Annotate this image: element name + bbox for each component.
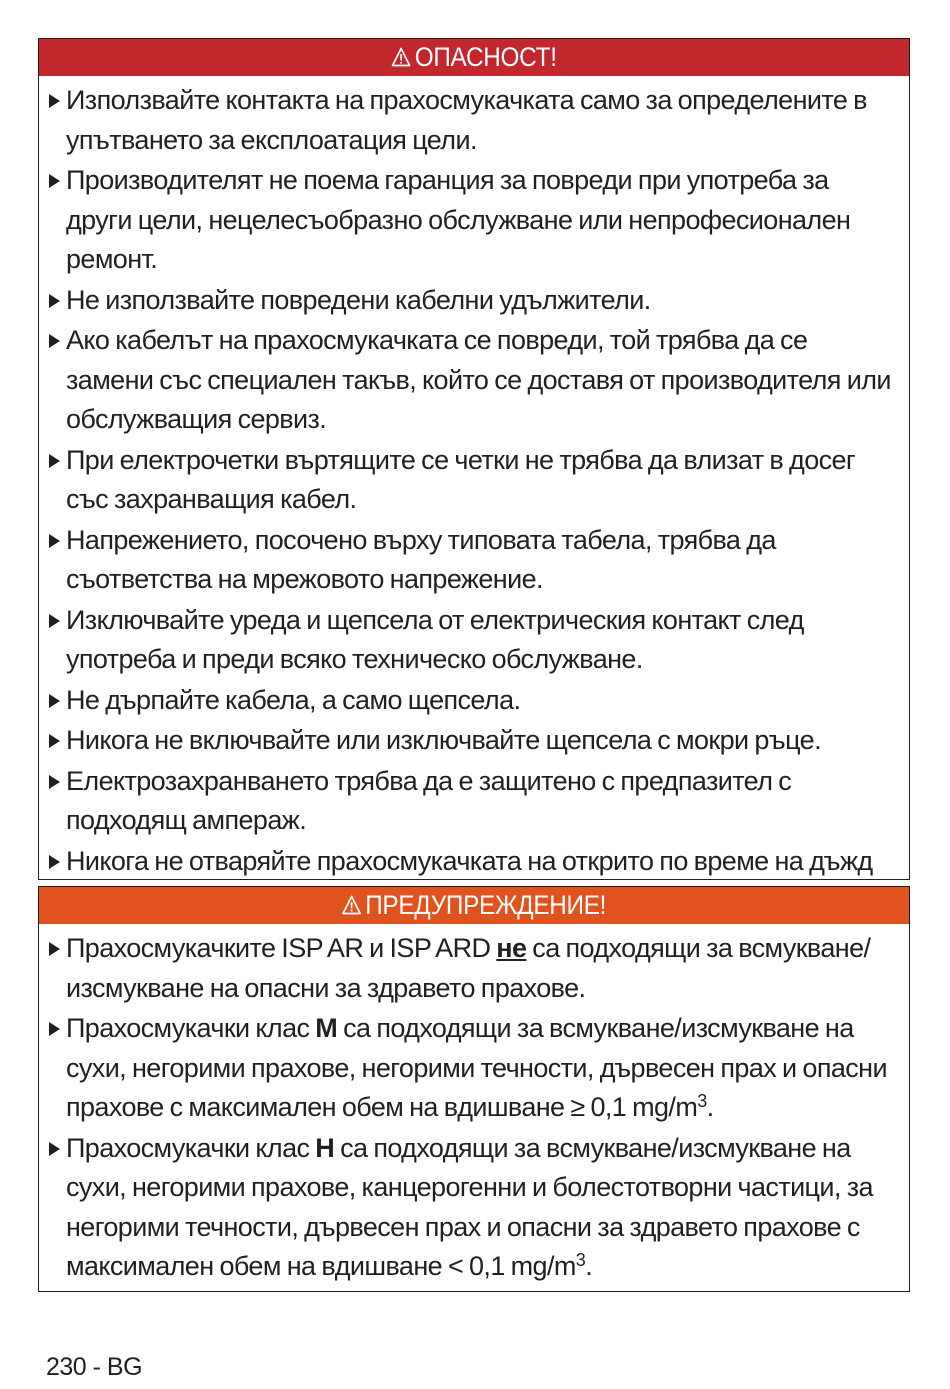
page-number: 230 - BG [46,1353,143,1381]
bullet-triangle-icon [49,174,60,188]
list-item: Прахосмукачките ISP AR и ISP ARD не са подходящи за всмукване/изсмукване на опасни за здравето прахове. [39,929,899,1008]
warning-triangle-icon [391,47,411,67]
list-item: Ако кабелът на прахосмукачката се повреди, той трябва да се замени със специален такъв, който се доставя от производителя или обслужващия сервиз. [39,321,899,440]
bullet-triangle-icon [49,942,60,956]
list-item: Прахосмукачки клас H са подходящи за всмукване/изсмукване на сухи, негорими прахове, канцерогенни и болестотворни частици, за негорими течности, дървесен прах и опасни за здравето прахове с максимален обем на вдишване < 0,1 $mg/m^3$. [39,1129,899,1287]
list-item: Никога не отваряйте прахосмукачката на открито по време на дъжд [39,842,899,921]
warning-triangle-icon [342,895,362,915]
list-item: Напрежението, посочено върху типовата табела, трябва да съответства на мрежовото напрежение. [39,521,899,600]
warning-header [39,887,909,924]
bullet-triangle-icon [49,454,60,468]
list-item: Не използвайте повредени кабелни удължители. [39,281,899,321]
bullet-triangle-icon [49,855,60,869]
bullet-triangle-icon [49,694,60,708]
list-item: Не дърпайте кабела, а само щепсела. [39,681,899,721]
class-label: H [315,1132,335,1163]
danger-header [39,39,909,76]
list-item: Никога не включвайте или изключвайте щепсела с мокри ръце. [39,721,899,761]
list-item: При електрочетки въртящите се четки не трябва да влизат в досег със захранващия кабел. [39,441,899,520]
list-item: Електрозахранването трябва да е защитено с предпазител с подходящ ампераж. [39,762,899,841]
danger-box [38,38,910,880]
danger-list [39,76,909,921]
warning-list [39,924,909,1287]
bullet-triangle-icon [49,294,60,308]
list-item: Използвайте контакта на прахосмукачката само за определените в упътването за експлоатация цели. [39,81,899,160]
bullet-triangle-icon [49,1142,60,1156]
bullet-triangle-icon [49,1022,60,1036]
danger-title: ОПАСНОСТ! [414,42,557,72]
list-item: Изключвайте уреда и щепсела от електрическия контакт след употреба и преди всяко техническо обслужване. [39,601,899,680]
bullet-triangle-icon [49,775,60,789]
class-label: M [315,1013,338,1043]
bullet-triangle-icon [49,334,60,348]
list-item: Прахосмукачки клас M са подходящи за всмукване/изсмукване на сухи, негорими прахове, негорими течности, дървесен прах и опасни прахове с максимален обем на вдишване ≥ 0,1 $mg/m^3$. [39,1009,899,1128]
bullet-triangle-icon [49,94,60,108]
bullet-triangle-icon [49,734,60,748]
warning-box [38,886,910,1292]
emphasis-not: не [496,933,527,963]
bullet-triangle-icon [49,614,60,628]
warning-title: ПРЕДУПРЕЖДЕНИЕ! [365,890,607,920]
bullet-triangle-icon [49,534,60,548]
list-item: Производителят не поема гаранция за повреди при употреба за други цели, нецелесъобразно обслужване или непрофесионален ремонт. [39,161,899,280]
